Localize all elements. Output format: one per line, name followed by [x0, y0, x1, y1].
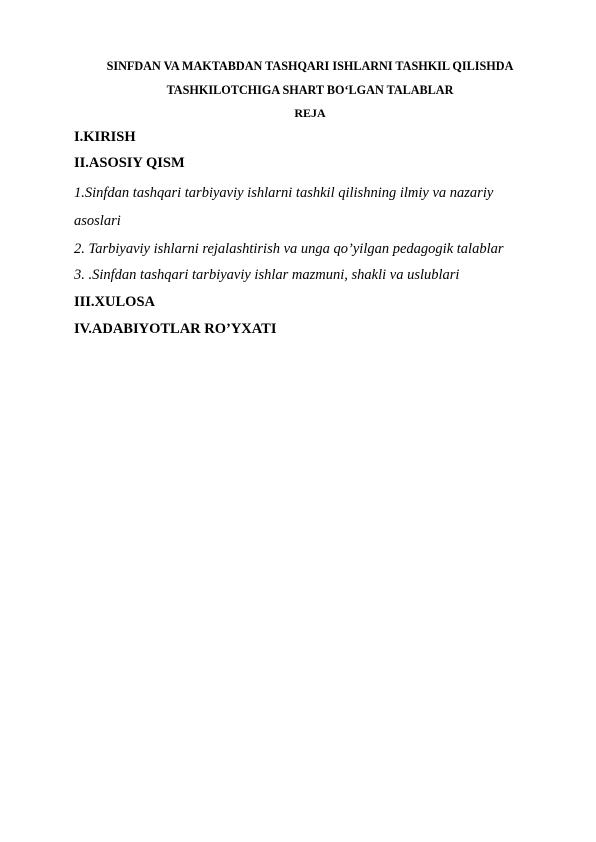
plan-item-2: 2. Tarbiyaviy ishlarni rejalashtirish va unga qo’yilgan pedagogik talablar: [74, 241, 504, 257]
plan-label: REJA: [294, 106, 326, 120]
document-title-line-1: SINFDAN VA MAKTABDAN TASHQARI ISHLARNI TASHKIL QILISHDA: [106, 59, 514, 73]
section-main: II.ASOSIY QISM: [74, 155, 185, 171]
plan-item-1-continued: asoslari: [74, 213, 121, 229]
plan-item-3: 3. .Sinfdan tashqari tarbiyaviy ishlar mazmuni, shakli va uslublari: [74, 267, 460, 283]
section-conclusion: III.XULOSA: [74, 294, 155, 310]
plan-item-1: 1.Sinfdan tashqari tarbiyaviy ishlarni tashkil qilishning ilmiy va nazariy: [74, 185, 494, 201]
document-title-line-2: TASHKILOTCHIGA SHART BO‘LGAN TALABLAR: [166, 83, 454, 97]
section-intro: I.KIRISH: [74, 129, 136, 145]
section-references: IV.ADABIYOTLAR RO’YXATI: [74, 321, 277, 337]
